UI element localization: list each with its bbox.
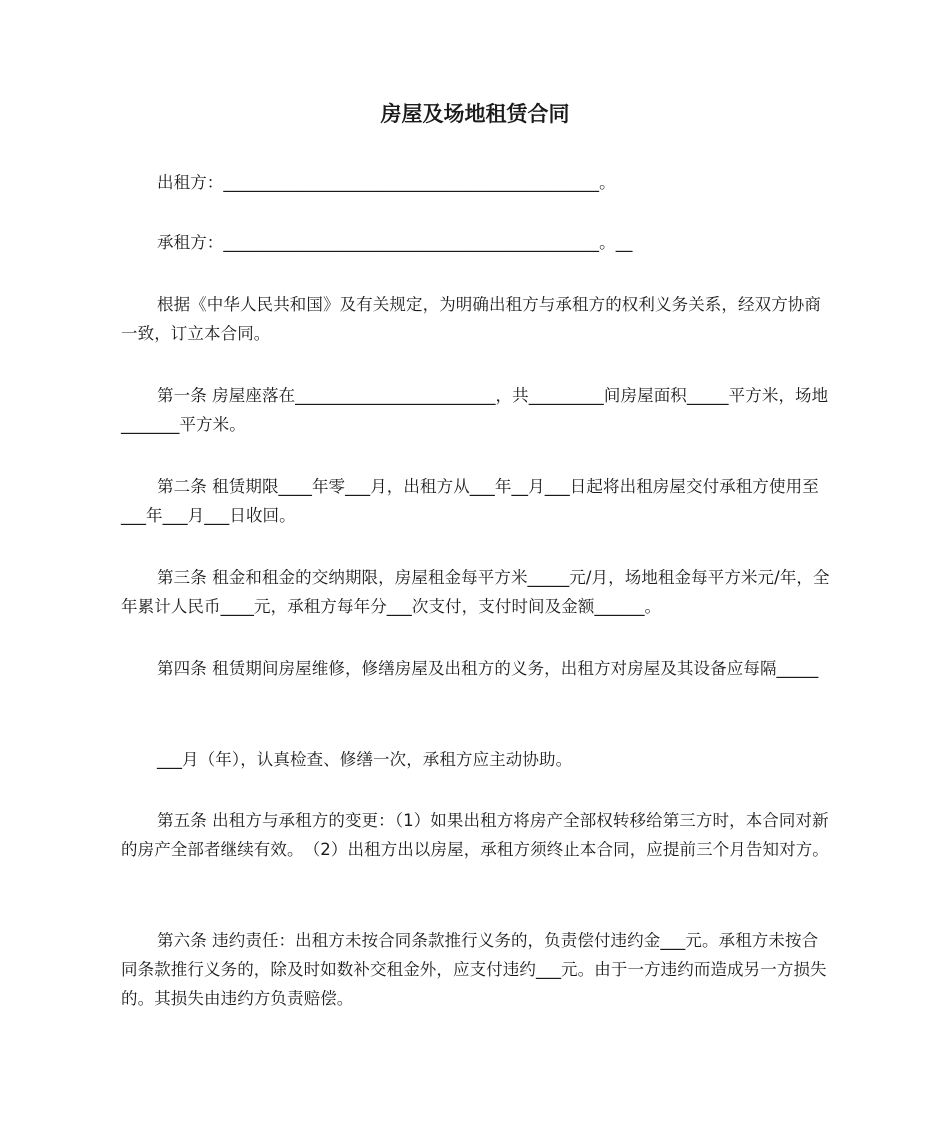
article-4-continuation: ___月（年），认真检查、修缮一次，承租方应主动协助。 <box>157 750 573 769</box>
article-2-paragraph: 第二条 租赁期限____年零___月，出租方从___年__月___日起将出租房屋交付承租方使用至___年___月___日收回。 <box>121 477 819 525</box>
article-5-paragraph: 第五条 出租方与承租方的变更：（1）如果出租方将房产全部权转移给第三方时，本合同对新的房产全部者继续有效。 （2）出租方出以房屋，承租方须终止本合同，应提前三个月告知对方。 <box>121 811 829 859</box>
lessee-line: 承租方：_____________________________________________。__ <box>157 233 633 252</box>
preamble-paragraph: 根据《中华人民共和国》及有关规定，为明确出租方与承租方的权利义务关系，经双方协商一致，订立本合同。 <box>121 295 821 343</box>
article-6-paragraph: 第六条 违约责任：出租方未按合同条款推行义务的，负责偿付违约金___元。承租方未按合同条款推行义务的，除及时如数补交租金外，应支付违约___元。由于一方违约而造成另一方损失的。其损失由违约方负责赔偿。 <box>121 931 827 1008</box>
lessor-line: 出租方：_____________________________________________。 <box>157 173 616 192</box>
article-4-paragraph: 第四条 租赁期间房屋维修，修缮房屋及出租方的义务，出租方对房屋及其设备应每隔_____ <box>157 659 819 678</box>
article-3-paragraph: 第三条 租金和租金的交纳期限，房屋租金每平方米_____元/月，场地租金每平方米元/年，全年累计人民币____元，承租方每年分___次支付，支付时间及金额______。 <box>121 568 830 616</box>
article-1-paragraph: 第一条 房屋座落在________________________，共_________间房屋面积_____平方米，场地_______平方米。 <box>121 386 829 434</box>
document-title: 房屋及场地租赁合同 <box>380 102 570 126</box>
